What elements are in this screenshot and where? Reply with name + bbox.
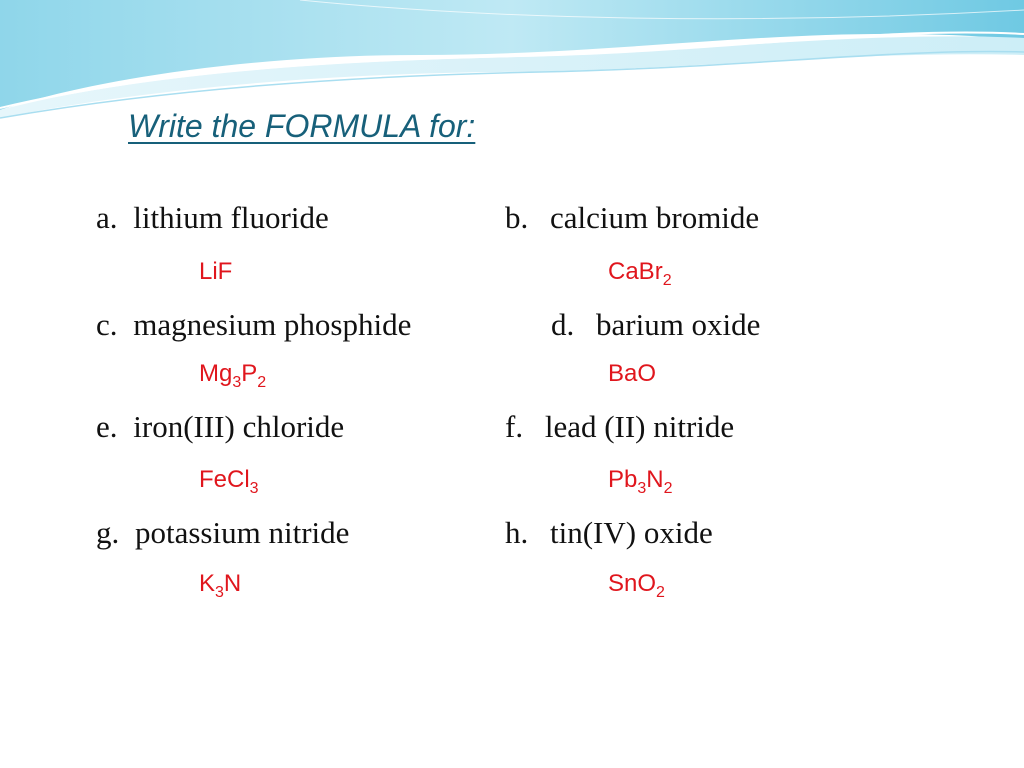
formula-symbol: Pb [608, 466, 638, 493]
compound-name: potassium nitride [135, 515, 350, 550]
question-d [551, 309, 760, 340]
formula-subscript: 3 [637, 480, 647, 497]
formula-symbol: K [199, 570, 216, 597]
formula-subscript: 2 [662, 272, 672, 289]
question-letter: d. [551, 307, 575, 342]
answer-a [199, 260, 232, 284]
formula-symbol: P [241, 360, 258, 387]
question-letter: a. [96, 200, 118, 235]
formula-symbol: FeCl [199, 466, 250, 493]
formula-symbol: N [646, 466, 664, 493]
compound-name: barium oxide [596, 307, 761, 342]
question-letter: b. [505, 200, 529, 235]
question-g [96, 517, 349, 548]
answer-c [199, 360, 267, 391]
compound-name: lithium fluoride [133, 200, 329, 235]
question-f [505, 411, 734, 442]
answer-d [608, 362, 656, 386]
formula-subscript: 2 [257, 374, 267, 391]
question-a [96, 202, 329, 233]
compound-name: tin(IV) oxide [550, 515, 713, 550]
formula-symbol: LiF [199, 258, 233, 285]
question-b [505, 202, 759, 233]
compound-name: lead (II) nitride [544, 409, 735, 444]
answer-b [608, 258, 672, 289]
question-e [96, 411, 344, 442]
answer-h [608, 570, 665, 601]
compound-name: calcium bromide [550, 200, 760, 235]
answer-e [199, 466, 259, 497]
question-letter: h. [505, 515, 529, 550]
formula-symbol: SnO [608, 570, 657, 597]
compound-name: magnesium phosphide [133, 307, 412, 342]
answer-f [608, 466, 673, 497]
compound-name: iron(III) chloride [133, 409, 345, 444]
formula-subscript: 3 [232, 374, 242, 391]
question-letter: c. [96, 307, 118, 342]
slide-title: Write the FORMULA for: [128, 108, 476, 144]
question-c [96, 309, 411, 340]
formula-subscript: 3 [215, 584, 224, 601]
answer-g [199, 570, 242, 601]
formula-subscript: 3 [249, 480, 259, 497]
formula-symbol: BaO [608, 360, 657, 387]
formula-symbol: CaBr [608, 258, 663, 285]
formula-symbol: N [223, 570, 242, 597]
question-letter: f. [505, 409, 524, 444]
formula-subscript: 2 [656, 584, 665, 601]
question-letter: e. [96, 409, 118, 444]
question-letter: g. [96, 515, 120, 550]
formula-subscript: 2 [663, 480, 673, 497]
formula-symbol: Mg [199, 360, 233, 387]
question-h [505, 517, 713, 548]
